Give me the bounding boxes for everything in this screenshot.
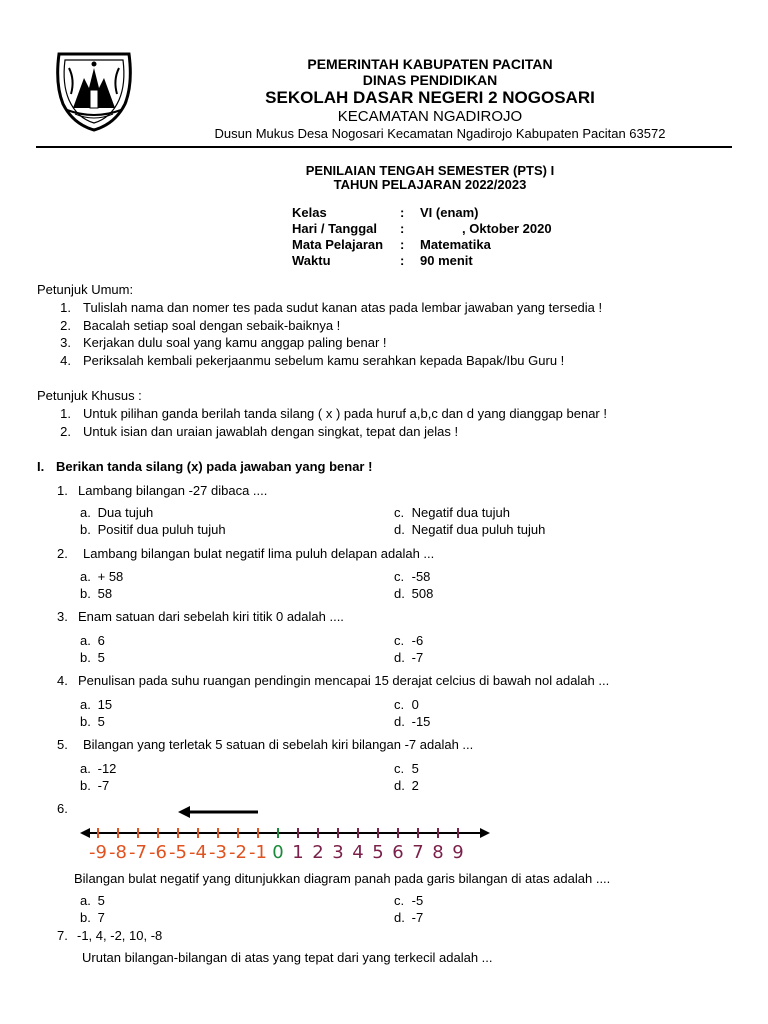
number-line-label: 1 xyxy=(292,842,304,863)
option-c xyxy=(394,633,423,648)
specific-instructions-title: Petunjuk Khusus : xyxy=(37,388,142,403)
option-letter: a. xyxy=(80,569,91,584)
info-label: Waktu xyxy=(292,253,331,268)
question-text: Penulisan pada suhu ruangan pendingin mencapai 15 derajat celcius di bawah nol adalah ... xyxy=(78,673,610,688)
number-line-layer xyxy=(80,806,490,863)
option-letter: d. xyxy=(394,650,405,665)
option-letter: a. xyxy=(80,893,91,908)
option-letter: a. xyxy=(80,505,91,520)
header-address: Dusun Mukus Desa Nogosari Kecamatan Ngadirojo Kabupaten Pacitan 63572 xyxy=(214,126,666,141)
item-number: 4. xyxy=(60,353,71,368)
number-line-label: 0 xyxy=(272,842,284,863)
item-number: 2. xyxy=(60,318,71,333)
exam-year: TAHUN PELAJARAN 2022/2023 xyxy=(333,177,527,192)
question-number: 3. xyxy=(57,609,68,624)
option-b xyxy=(80,714,105,729)
option-letter: d. xyxy=(394,522,405,537)
left-arrowhead-icon xyxy=(80,828,90,838)
specific-instruction-item xyxy=(57,406,717,425)
info-sep: : xyxy=(400,237,405,252)
option-c xyxy=(394,893,423,908)
option-letter: c. xyxy=(394,761,405,776)
number-line-label: 9 xyxy=(452,842,464,863)
item-text: Bacalah setiap soal dengan sebaik-baiknya ! xyxy=(83,318,341,333)
number-line-label: 8 xyxy=(432,842,444,863)
option-text: Dua tujuh xyxy=(97,505,154,520)
option-d xyxy=(394,522,545,537)
info-sep: : xyxy=(400,221,405,236)
number-line-label: -1 xyxy=(249,842,267,863)
option-a xyxy=(80,697,112,712)
number-line-label: -3 xyxy=(209,842,227,863)
option-text: Negatif dua tujuh xyxy=(411,505,510,520)
option-a xyxy=(80,633,105,648)
question-number: 5. xyxy=(57,737,68,752)
option-letter: d. xyxy=(394,586,405,601)
option-a xyxy=(80,761,116,776)
question-number: 1. xyxy=(57,483,68,498)
number-line-label: -2 xyxy=(229,842,247,863)
item-text: Untuk pilihan ganda berilah tanda silang ( x ) pada huruf a,b,c dan d yang dianggap benar ! xyxy=(83,406,607,421)
info-label: Kelas xyxy=(292,205,327,220)
question-text: Lambang bilangan bulat negatif lima puluh delapan adalah ... xyxy=(83,546,435,561)
right-arrowhead-icon xyxy=(480,828,490,838)
number-line-label: 3 xyxy=(332,842,344,863)
option-c xyxy=(394,569,430,584)
option-b xyxy=(80,650,105,665)
item-text: Kerjakan dulu soal yang kamu anggap paling benar ! xyxy=(83,335,387,350)
option-text: -5 xyxy=(411,893,424,908)
number-line-label: -7 xyxy=(129,842,147,863)
option-letter: b. xyxy=(80,778,91,793)
info-label: Mata Pelajaran xyxy=(292,237,384,252)
option-text: + 58 xyxy=(97,569,124,584)
item-number: 2. xyxy=(60,424,71,439)
question-number: 6. xyxy=(57,801,68,816)
info-sep: : xyxy=(400,253,405,268)
option-letter: c. xyxy=(394,633,405,648)
number-line-label: 6 xyxy=(392,842,404,863)
number-line-label: -4 xyxy=(189,842,207,863)
option-d xyxy=(394,778,419,793)
info-value: , Oktober 2020 xyxy=(462,221,552,236)
option-text: -7 xyxy=(411,910,424,925)
option-text: -58 xyxy=(411,569,431,584)
option-letter: c. xyxy=(394,893,405,908)
header-agency: DINAS PENDIDIKAN xyxy=(362,72,498,88)
exam-info xyxy=(292,205,592,269)
option-b xyxy=(80,778,109,793)
option-letter: a. xyxy=(80,697,91,712)
number-line-label: 4 xyxy=(352,842,364,863)
number-line-label: 5 xyxy=(372,842,384,863)
item-number: 1. xyxy=(60,406,71,421)
general-instruction-item xyxy=(57,300,717,319)
option-letter: b. xyxy=(80,650,91,665)
coat-of-arms-icon xyxy=(53,50,135,134)
item-number: 1. xyxy=(60,300,71,315)
option-text: 5 xyxy=(411,761,419,776)
option-b xyxy=(80,522,226,537)
number-line-label: 2 xyxy=(312,842,324,863)
number-line-diagram xyxy=(80,800,500,864)
section-title: Berikan tanda silang (x) pada jawaban yang benar ! xyxy=(56,459,373,474)
question-subtext: Urutan bilangan-bilangan di atas yang tepat dari yang terkecil adalah ... xyxy=(82,950,493,965)
question-number: 4. xyxy=(57,673,68,688)
option-letter: d. xyxy=(394,714,405,729)
number-line-label: 7 xyxy=(412,842,424,863)
option-a xyxy=(80,893,105,908)
question-text: Bilangan yang terletak 5 satuan di sebelah kiri bilangan -7 adalah ... xyxy=(83,737,474,752)
option-text: Negatif dua puluh tujuh xyxy=(411,522,546,537)
option-text: 58 xyxy=(97,586,113,601)
question-number: 2. xyxy=(57,546,68,561)
exam-title: PENILAIAN TENGAH SEMESTER (PTS) I xyxy=(305,163,555,178)
number-line-label: -6 xyxy=(149,842,167,863)
general-instructions-title: Petunjuk Umum: xyxy=(37,282,134,297)
general-instruction-item xyxy=(57,335,717,354)
info-label: Hari / Tanggal xyxy=(292,221,377,236)
option-text: 0 xyxy=(411,697,419,712)
school-logo xyxy=(53,50,135,134)
question-text: Lambang bilangan -27 dibaca .... xyxy=(78,483,268,498)
info-value: 90 menit xyxy=(420,253,473,268)
item-text: Tulislah nama dan nomer tes pada sudut kanan atas pada lembar jawaban yang tersedia ! xyxy=(83,300,603,315)
header-district: KECAMATAN NGADIROJO xyxy=(337,108,523,125)
option-c xyxy=(394,697,419,712)
info-value: VI (enam) xyxy=(420,205,479,220)
option-letter: c. xyxy=(394,505,405,520)
info-value: Matematika xyxy=(420,237,491,252)
question-text: -1, 4, -2, 10, -8 xyxy=(77,928,163,943)
option-text: Positif dua puluh tujuh xyxy=(97,522,226,537)
option-c xyxy=(394,505,510,520)
direction-arrow-icon xyxy=(178,806,190,818)
option-text: 2 xyxy=(411,778,419,793)
option-text: 6 xyxy=(97,633,105,648)
option-d xyxy=(394,586,433,601)
header-school-name: SEKOLAH DASAR NEGERI 2 NOGOSARI xyxy=(265,88,595,107)
option-text: 15 xyxy=(97,697,113,712)
option-text: -15 xyxy=(411,714,431,729)
option-a xyxy=(80,505,153,520)
option-text: 7 xyxy=(97,910,105,925)
option-d xyxy=(394,650,423,665)
option-letter: b. xyxy=(80,522,91,537)
option-letter: a. xyxy=(80,761,91,776)
question-number: 7. xyxy=(57,928,68,943)
option-letter: c. xyxy=(394,569,405,584)
question-text: Enam satuan dari sebelah kiri titik 0 adalah .... xyxy=(78,609,344,624)
item-number: 3. xyxy=(60,335,71,350)
option-c xyxy=(394,761,419,776)
question-text: Bilangan bulat negatif yang ditunjukkan diagram panah pada garis bilangan di atas adalah .... xyxy=(74,871,611,886)
option-b xyxy=(80,910,105,925)
option-letter: c. xyxy=(394,697,405,712)
specific-instruction-item xyxy=(57,424,717,443)
option-letter: b. xyxy=(80,910,91,925)
option-d xyxy=(394,910,423,925)
general-instruction-item xyxy=(57,353,717,372)
option-text: 5 xyxy=(97,650,105,665)
number-line-label: -5 xyxy=(169,842,187,863)
option-text: -6 xyxy=(411,633,424,648)
item-text: Untuk isian dan uraian jawablah dengan singkat, tepat dan jelas ! xyxy=(83,424,459,439)
section-number: I. xyxy=(37,459,45,474)
option-letter: d. xyxy=(394,910,405,925)
option-text: 5 xyxy=(97,714,105,729)
option-text: -7 xyxy=(97,778,110,793)
number-line-label: -8 xyxy=(109,842,127,863)
option-text: 5 xyxy=(97,893,105,908)
option-letter: d. xyxy=(394,778,405,793)
info-sep: : xyxy=(400,205,405,220)
option-d xyxy=(394,714,430,729)
header-government: PEMERINTAH KABUPATEN PACITAN xyxy=(307,56,553,72)
option-letter: b. xyxy=(80,714,91,729)
option-text: -7 xyxy=(411,650,424,665)
option-a xyxy=(80,569,123,584)
option-b xyxy=(80,586,112,601)
option-letter: a. xyxy=(80,633,91,648)
option-letter: b. xyxy=(80,586,91,601)
option-text: 508 xyxy=(411,586,434,601)
header-divider xyxy=(36,146,732,148)
option-text: -12 xyxy=(97,761,117,776)
number-line-label: -9 xyxy=(89,842,107,863)
item-text: Periksalah kembali pekerjaanmu sebelum kamu serahkan kepada Bapak/Ibu Guru ! xyxy=(83,353,565,368)
